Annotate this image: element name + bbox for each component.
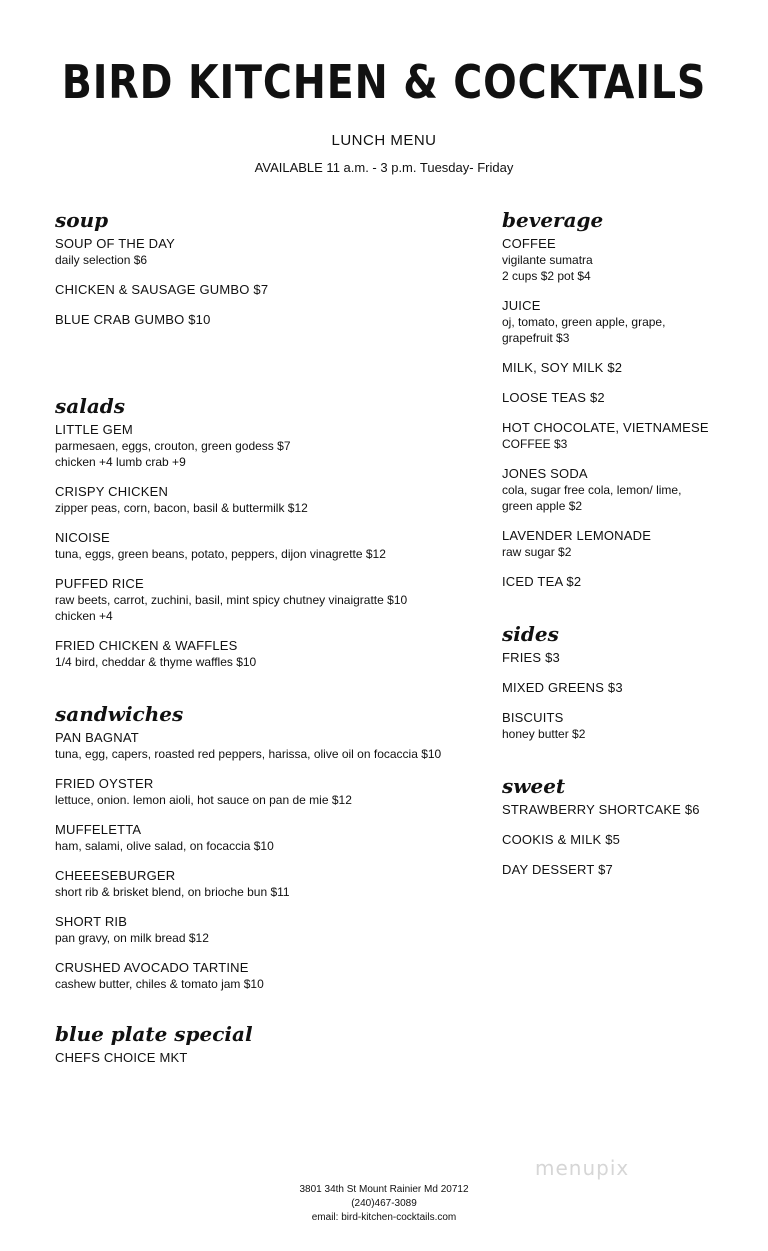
menu-item-description: 2 cups $2 pot $4 bbox=[502, 269, 591, 283]
menu-item bbox=[502, 650, 732, 666]
menu-item-description: pan gravy, on milk bread $12 bbox=[55, 931, 209, 945]
menu-item-name: COOKIS & MILK $5 bbox=[502, 832, 621, 847]
menu-item-name: PUFFED RICE bbox=[55, 576, 144, 591]
menu-item-name: NICOISE bbox=[55, 530, 110, 545]
menu-item bbox=[55, 484, 475, 516]
menu-item bbox=[55, 576, 475, 624]
menu-item bbox=[55, 530, 475, 562]
left-column bbox=[55, 208, 475, 1080]
section-heading: soup bbox=[55, 208, 109, 232]
menu-item bbox=[502, 236, 732, 284]
menu-item-name: SHORT RIB bbox=[55, 914, 128, 929]
right-column bbox=[502, 208, 732, 892]
menu-item-name: SOUP OF THE DAY bbox=[55, 236, 176, 251]
menu-item-name: STRAWBERRY SHORTCAKE $6 bbox=[502, 802, 700, 817]
menu-item-name: JUICE bbox=[502, 298, 541, 313]
menu-item-description: cola, sugar free cola, lemon/ lime, bbox=[502, 483, 682, 497]
menu-item-description: raw beets, carrot, zuchini, basil, mint spicy chutney vinaigratte $10 bbox=[55, 593, 408, 607]
menu-item-description: 1/4 bird, cheddar & thyme waffles $10 bbox=[55, 655, 257, 669]
menu-item bbox=[502, 710, 732, 742]
menu-item bbox=[55, 1050, 475, 1066]
section-beverage bbox=[502, 208, 732, 590]
menu-item-name: CHEFS CHOICE MKT bbox=[55, 1050, 188, 1065]
menu-item-name: PAN BAGNAT bbox=[55, 730, 139, 745]
menu-item-description: COFFEE $3 bbox=[502, 437, 568, 451]
menu-item bbox=[55, 236, 475, 268]
menu-item-description: ham, salami, olive salad, on focaccia $10 bbox=[55, 839, 274, 853]
menu-item-description: lettuce, onion. lemon aioli, hot sauce on pan de mie $12 bbox=[55, 793, 352, 807]
menu-subtitle: LUNCH MENU bbox=[331, 132, 437, 149]
menu-item-name: CHICKEN & SAUSAGE GUMBO $7 bbox=[55, 282, 269, 297]
menu-item-description: short rib & brisket blend, on brioche bun $11 bbox=[55, 885, 290, 899]
menu-item-name: BLUE CRAB GUMBO $10 bbox=[55, 312, 211, 327]
menu-item-description: honey butter $2 bbox=[502, 727, 586, 741]
menu-item-description: tuna, egg, capers, roasted red peppers, harissa, olive oil on focaccia $10 bbox=[55, 747, 442, 761]
menu-item-name: BISCUITS bbox=[502, 710, 564, 725]
section-blue-plate-special bbox=[55, 1022, 475, 1066]
menu-item bbox=[55, 282, 475, 298]
menu-item bbox=[502, 466, 732, 514]
menu-item-description: chicken +4 bbox=[55, 609, 113, 623]
footer-phone: (240)467-3089 bbox=[351, 1198, 417, 1209]
section-soup bbox=[55, 208, 475, 328]
menu-item bbox=[502, 298, 732, 346]
menu-item-description: parmesaen, eggs, crouton, green godess $7 bbox=[55, 439, 291, 453]
menu-item-name: JONES SODA bbox=[502, 466, 588, 481]
menu-item-name: MILK, SOY MILK $2 bbox=[502, 360, 623, 375]
menu-item-name: LOOSE TEAS $2 bbox=[502, 390, 605, 405]
menu-item-name: MIXED GREENS $3 bbox=[502, 680, 623, 695]
menu-item-description: daily selection $6 bbox=[55, 253, 148, 267]
menu-item-description: green apple $2 bbox=[502, 499, 583, 513]
menu-item bbox=[55, 822, 475, 854]
menu-item bbox=[502, 832, 732, 848]
menu-item-description: tuna, eggs, green beans, potato, peppers, dijon vinagrette $12 bbox=[55, 547, 386, 561]
menu-item bbox=[55, 730, 475, 762]
menu-item-description: raw sugar $2 bbox=[502, 545, 572, 559]
section-heading: blue plate special bbox=[55, 1022, 253, 1046]
footer-email: email: bird-kitchen-cocktails.com bbox=[311, 1212, 457, 1223]
menu-item-description: zipper peas, corn, bacon, basil & buttermilk $12 bbox=[55, 501, 308, 515]
menu-item-description: cashew butter, chiles & tomato jam $10 bbox=[55, 977, 264, 991]
menu-item bbox=[55, 422, 475, 470]
menu-item bbox=[502, 420, 732, 452]
section-heading: sides bbox=[502, 622, 559, 646]
menu-item-name: DAY DESSERT $7 bbox=[502, 862, 613, 877]
menu-item bbox=[55, 312, 475, 328]
menu-item-name: FRIED OYSTER bbox=[55, 776, 154, 791]
section-heading: beverage bbox=[502, 208, 604, 232]
menu-item-name: FRIES $3 bbox=[502, 650, 560, 665]
menu-item bbox=[502, 390, 732, 406]
menu-item-description: grapefruit $3 bbox=[502, 331, 570, 345]
restaurant-title: BIRD KITCHEN & COCKTAILS bbox=[61, 55, 707, 109]
menu-item-name: CHEEESEBURGER bbox=[55, 868, 176, 883]
menu-item-name: COFFEE bbox=[502, 236, 556, 251]
menu-item-name: ICED TEA $2 bbox=[502, 574, 582, 589]
menu-item bbox=[502, 802, 732, 818]
menu-item-description: chicken +4 lumb crab +9 bbox=[55, 455, 186, 469]
section-heading: sweet bbox=[502, 774, 566, 798]
menu-item-name: CRISPY CHICKEN bbox=[55, 484, 169, 499]
menu-item-name: MUFFELETTA bbox=[55, 822, 142, 837]
footer-address: 3801 34th St Mount Rainier Md 20712 bbox=[299, 1184, 469, 1195]
menu-item-name: LITTLE GEM bbox=[55, 422, 133, 437]
menu-hours: AVAILABLE 11 a.m. - 3 p.m. Tuesday- Friday bbox=[254, 160, 514, 175]
section-sandwiches bbox=[55, 702, 475, 992]
menu-item-description: oj, tomato, green apple, grape, bbox=[502, 315, 666, 329]
menu-item-name: LAVENDER LEMONADE bbox=[502, 528, 652, 543]
menu-item bbox=[55, 868, 475, 900]
menu-item bbox=[502, 680, 732, 696]
menu-item bbox=[55, 914, 475, 946]
menu-item bbox=[55, 776, 475, 808]
menu-item bbox=[55, 638, 475, 670]
section-heading: salads bbox=[55, 394, 126, 418]
menu-item bbox=[502, 862, 732, 878]
menu-item bbox=[502, 528, 732, 560]
menu-item bbox=[502, 360, 732, 376]
menu-item-name: HOT CHOCOLATE, VIETNAMESE bbox=[502, 420, 709, 435]
section-sweet bbox=[502, 774, 732, 878]
watermark-logo: menupix bbox=[535, 1156, 630, 1180]
section-sides bbox=[502, 622, 732, 742]
menu-item-name: FRIED CHICKEN & WAFFLES bbox=[55, 638, 238, 653]
menu-item-name: CRUSHED AVOCADO TARTINE bbox=[55, 960, 249, 975]
menu-item-description: vigilante sumatra bbox=[502, 253, 593, 267]
footer bbox=[0, 1183, 768, 1225]
section-heading: sandwiches bbox=[55, 702, 184, 726]
menu-item bbox=[502, 574, 732, 590]
menu-item bbox=[55, 960, 475, 992]
section-salads bbox=[55, 394, 475, 670]
